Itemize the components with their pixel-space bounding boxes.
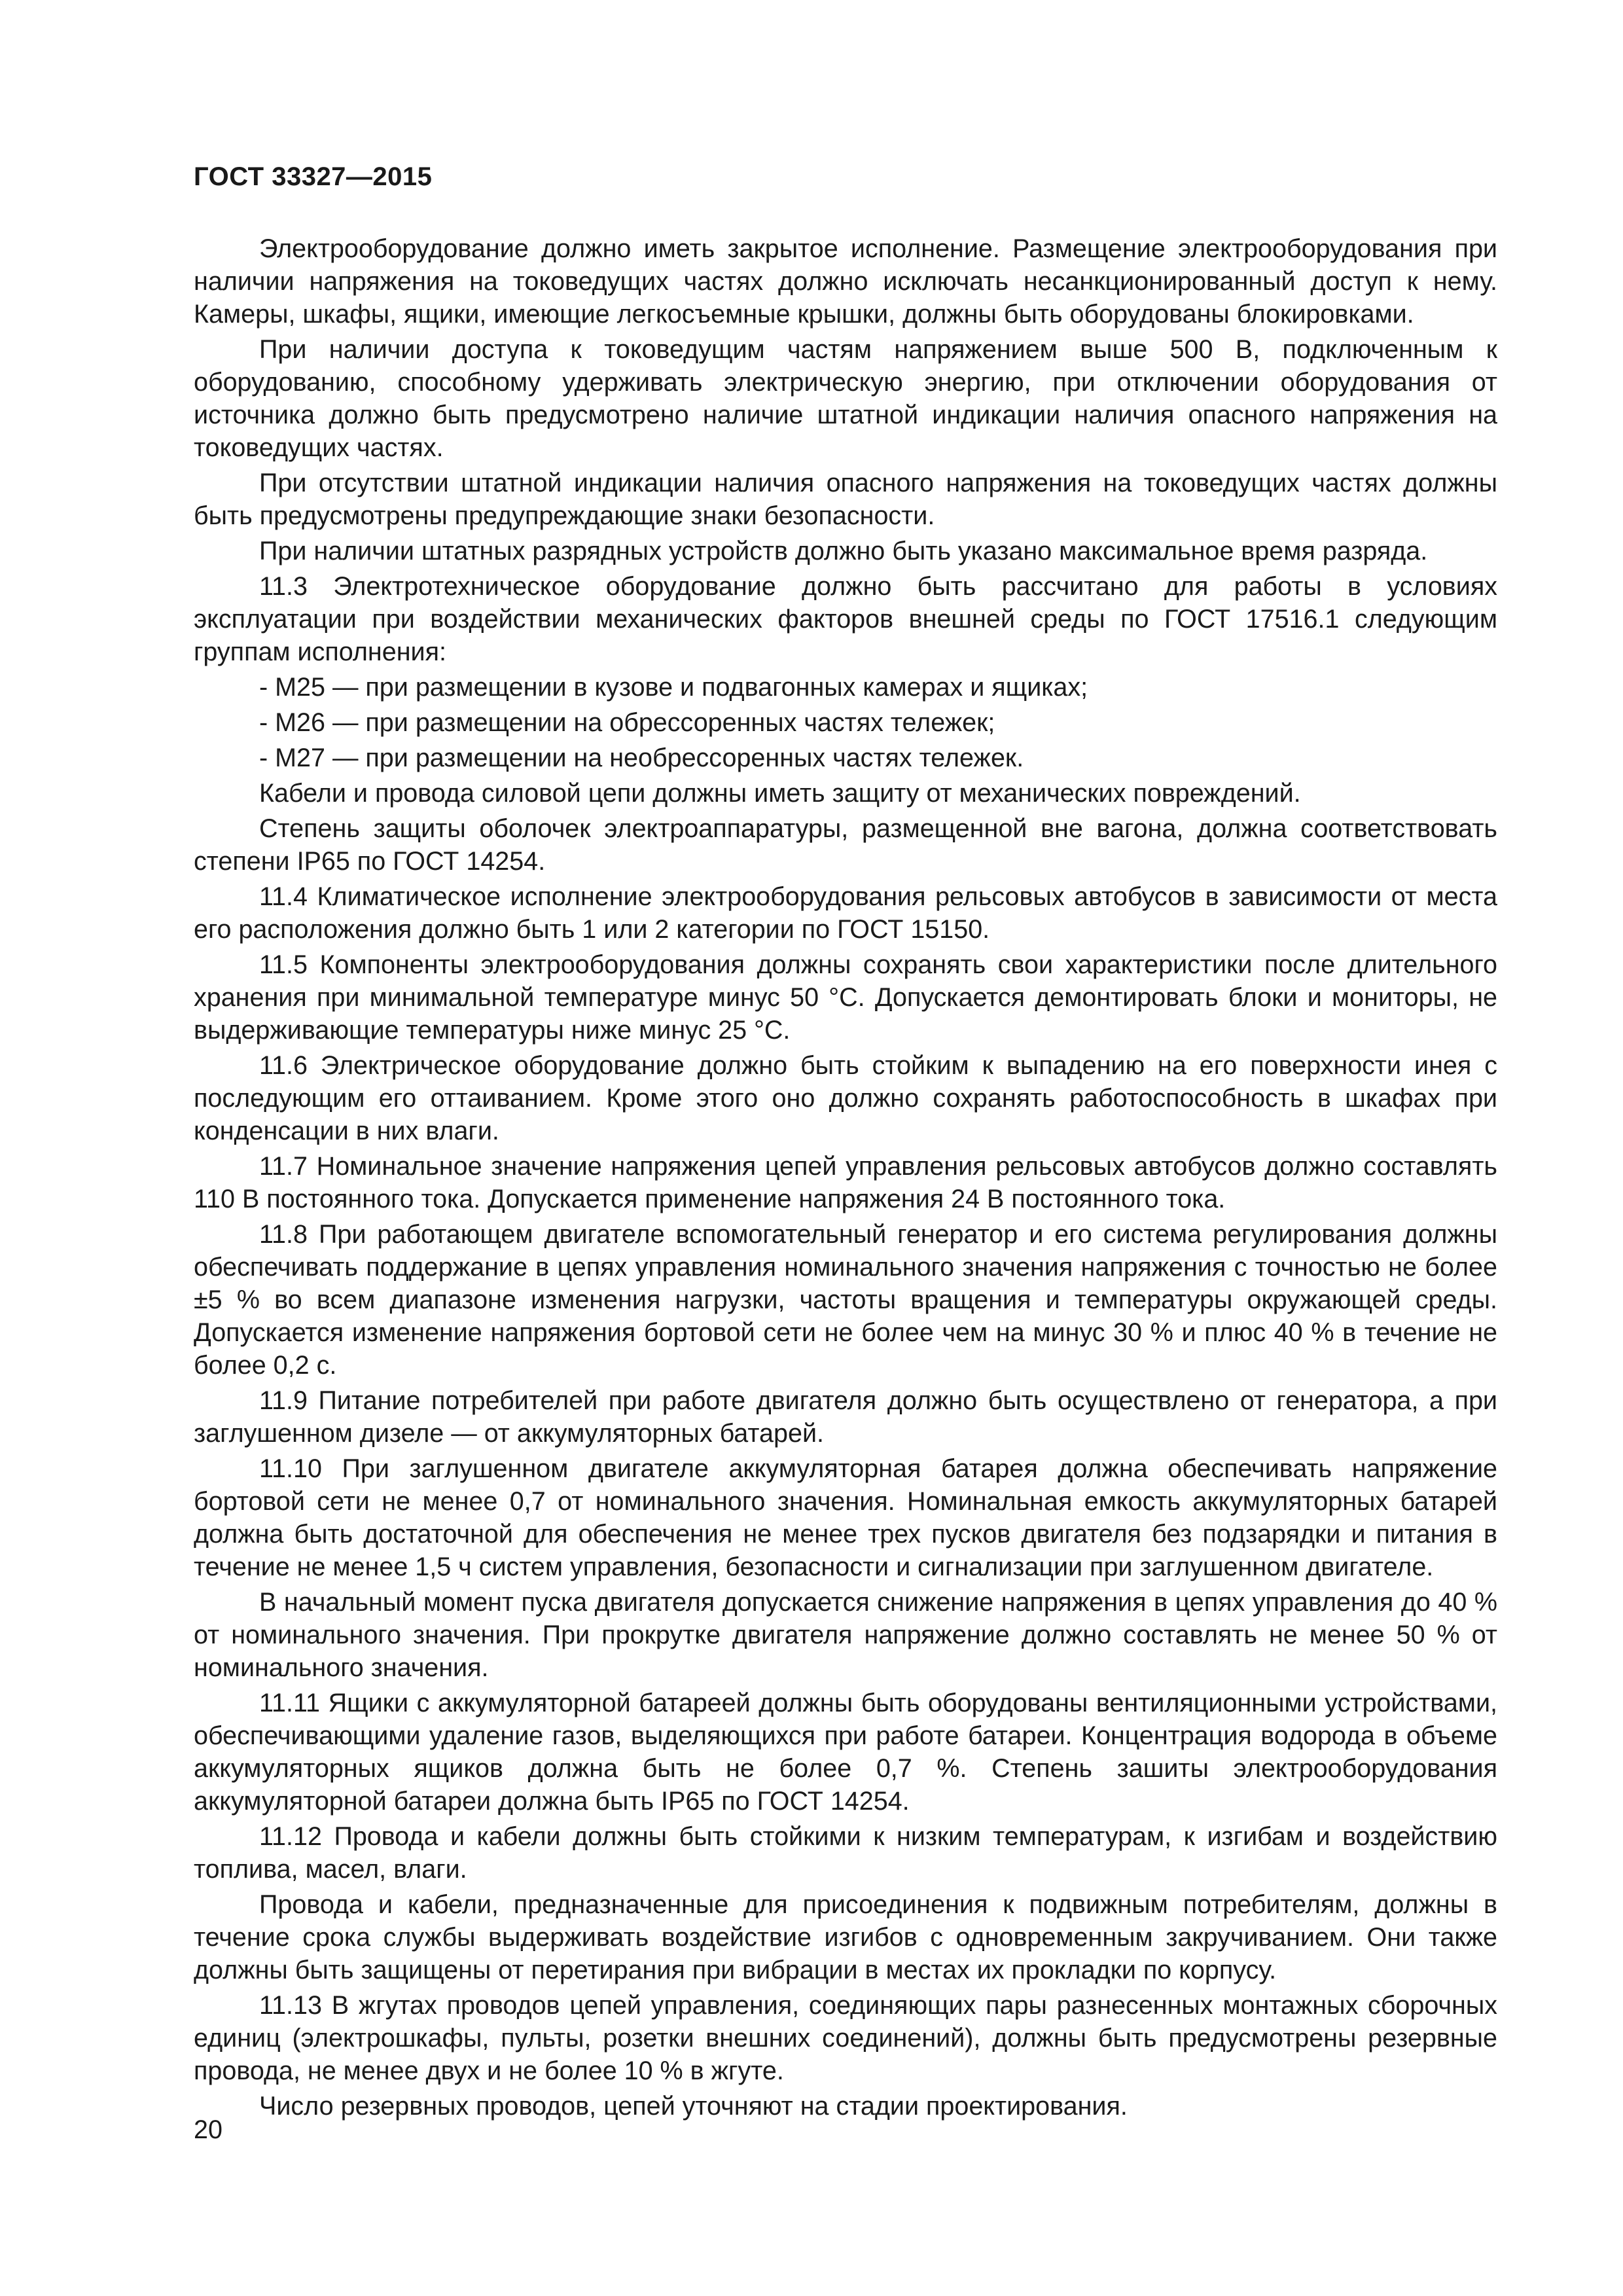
paragraph: Число резервных проводов, цепей уточняют на стадии проектирования. [259, 2092, 1128, 2121]
paragraph: При наличии штатных разрядных устройств должно быть указано максимальное время разряда. [259, 537, 1428, 565]
document-header: ГОСТ 33327—2015 [194, 162, 433, 191]
paragraph: 11.13 В жгутах проводов цепей управления, соединяющих пары разнесенных монтажных сборочных единиц (электрошкафы, пульты, розетки внешних соединений), должны быть предусмотрены резервные провода, не менее двух и не более 10 % в жгуте. [194, 1991, 1497, 2085]
paragraph: Кабели и провода силовой цепи должны иметь защиту от механических повреждений. [259, 779, 1301, 808]
paragraph: 11.5 Компоненты электрооборудования должны сохранять свои характеристики после длительного хранения при минимальной температуре минус 50 °С. Допускается демонтировать блоки и мониторы, не выдерживающие температуры ниже минус 25 °С. [194, 950, 1497, 1045]
paragraph: 11.11 Ящики с аккумуляторной батареей должны быть оборудованы вентиляционными устройствами, обеспечивающими удаление газов, выделяющихся при работе батареи. Концентрация водорода в объеме аккумуляторных ящиков должна быть не более 0,7 %. Степень зашиты электрооборудования аккумуляторной батареи должна быть IP65 по ГОСТ 14254. [194, 1689, 1497, 1816]
document-body [194, 232, 1497, 2125]
paragraph: 11.12 Провода и кабели должны быть стойкими к низким температурам, к изгибам и воздействию топлива, масел, влаги. [194, 1822, 1497, 1884]
page-number: 20 [194, 2115, 223, 2144]
paragraph: 11.6 Электрическое оборудование должно быть стойким к выпадению на его поверхности инея с последующим его оттаиванием. Кроме этого оно должно сохранять работоспособность в шкафах при конденсации в них влаги. [194, 1051, 1497, 1145]
paragraph: При наличии доступа к токоведущим частям напряжением выше 500 В, подключенным к оборудованию, способному удерживать электрическую энергию, при отключении оборудования от источника должно быть предусмотрено наличие штатной индикации наличия опасного напряжения на токоведущих частях. [194, 335, 1497, 462]
list-item: - M25 — при размещении в кузове и подвагонных камерах и ящиках; [259, 673, 1088, 702]
paragraph: 11.10 При заглушенном двигателе аккумуляторная батарея должна обеспечивать напряжение бортовой сети не менее 0,7 от номинального значения. Номинальная емкость аккумуляторных батарей должна быть достаточной для обеспечения не менее трех пусков двигателя без подзарядки и питания в течение не менее 1,5 ч систем управления, безопасности и сигнализации при заглушенном двигателе. [194, 1454, 1497, 1581]
paragraph: Степень защиты оболочек электроаппаратуры, размещенной вне вагона, должна соответствовать степени IP65 по ГОСТ 14254. [194, 814, 1497, 876]
paragraph: Провода и кабели, предназначенные для присоединения к подвижным потребителям, должны в течение срока службы выдерживать воздействие изгибов с одновременным закручиванием. Они также должны быть защищены от перетирания при вибрации в местах их прокладки по корпусу. [194, 1890, 1497, 1984]
paragraph: 11.7 Номинальное значение напряжения цепей управления рельсовых автобусов должно составлять 110 В постоянного тока. Допускается применение напряжения 24 В постоянного тока. [194, 1152, 1497, 1213]
paragraph: 11.9 Питание потребителей при работе двигателя должно быть осуществлено от генератора, а при заглушенном дизеле — от аккумуляторных батарей. [194, 1386, 1497, 1448]
paragraph: 11.4 Климатическое исполнение электрооборудования рельсовых автобусов в зависимости от места его расположения должно быть 1 или 2 категории по ГОСТ 15150. [194, 882, 1497, 944]
paragraph: В начальный момент пуска двигателя допускается снижение напряжения в цепях управления до 40 % от номинального значения. При прокрутке двигателя напряжение должно составлять не менее 50 % от номинального значения. [194, 1588, 1497, 1682]
list-item: - M26 — при размещении на обрессоренных частях тележек; [259, 708, 995, 737]
paragraph: 11.8 При работающем двигателе вспомогательный генератор и его система регулирования должны обеспечивать поддержание в цепях управления номинального значения напряжения с точностью не более ±5 % во всем диапазоне изменения нагрузки, частоты вращения и температуры окружающей среды. Допускается изменение напряжения бортовой сети не более чем на минус 30 % и плюс 40 % в течение не более 0,2 с. [194, 1220, 1497, 1380]
paragraph: 11.3 Электротехническое оборудование должно быть рассчитано для работы в условиях эксплуатации при воздействии механических факторов внешней среды по ГОСТ 17516.1 следующим группам исполнения: [194, 572, 1497, 666]
list-item: - M27 — при размещении на необрессоренных частях тележек. [259, 744, 1024, 772]
paragraph: При отсутствии штатной индикации наличия опасного напряжения на токоведущих частях должны быть предусмотрены предупреждающие знаки безопасности. [194, 469, 1497, 530]
paragraph: Электрооборудование должно иметь закрытое исполнение. Размещение электрооборудования при наличии напряжения на токоведущих частях должно исключать несанкционированный доступ к нему. Камеры, шкафы, ящики, имеющие легкосъемные крышки, должны быть оборудованы блокировками. [194, 234, 1497, 329]
